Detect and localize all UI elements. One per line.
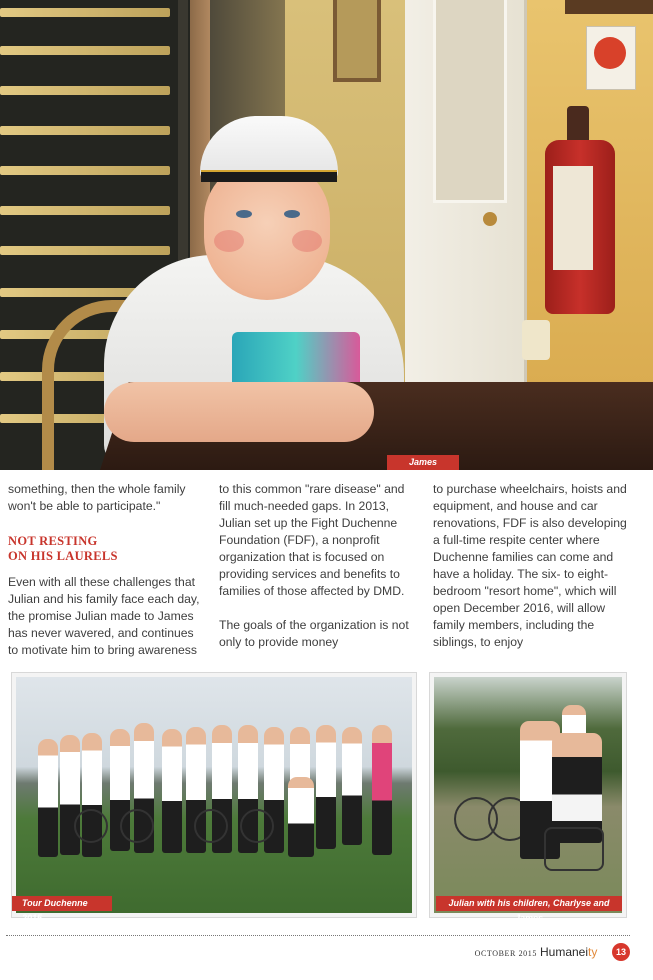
section-heading xyxy=(8,534,204,564)
col1-intro: something, then the whole family won't be able to participate." xyxy=(8,482,186,513)
column-1 xyxy=(8,481,204,676)
column-2 xyxy=(219,481,415,668)
col3-paragraph-1: to purchase wheelchairs, hoists and equipment, and house and car renovations, FDF is also developing a full-time respite center where Duchenne families can come and have a holiday. The six- to eight-bedroom "resort home", which will open December 2016, will allow family members, including the siblings, to enjoy xyxy=(433,482,627,649)
photo-caption-right: Julian with his children, Charlyse and James xyxy=(436,896,622,911)
family-photo xyxy=(430,673,626,917)
boy-arms xyxy=(104,382,374,442)
col2-paragraph-1: to this common "rare disease" and fill much-needed gaps. In 2013, Julian set up the Fight Duchenne Foundation (FDF), a nonprofit organization that is focused on providing services and benefits to families of those affected by DMD. xyxy=(219,482,405,598)
hero-caption: James xyxy=(387,455,459,470)
heading-line-1: NOT RESTING xyxy=(8,534,98,548)
magazine-brand xyxy=(540,944,597,960)
col2-paragraph-2: The goals of the organization is not only to provide money xyxy=(219,618,409,649)
tour-duchenne-photo xyxy=(12,673,416,917)
heading-line-2: ON HIS LAURELS xyxy=(8,549,118,563)
footer-rule xyxy=(6,935,630,936)
page-number-badge: 13 xyxy=(612,943,630,961)
issue-date: OCTOBER 2015 xyxy=(474,949,537,958)
brand-tail: ty xyxy=(588,945,598,959)
hero-photo xyxy=(0,0,653,470)
brand-main: Humanei xyxy=(540,945,589,959)
wall-picture-frame xyxy=(333,0,381,82)
photo-caption-left: Tour Duchenne 2015 xyxy=(12,896,112,911)
door-knob xyxy=(483,212,497,226)
column-3 xyxy=(433,481,633,668)
col1-body: Even with all these challenges that Julian and his family face each day, the promise Julian made to James has never wavered, and continues to motivate him to bring awareness xyxy=(8,575,200,657)
